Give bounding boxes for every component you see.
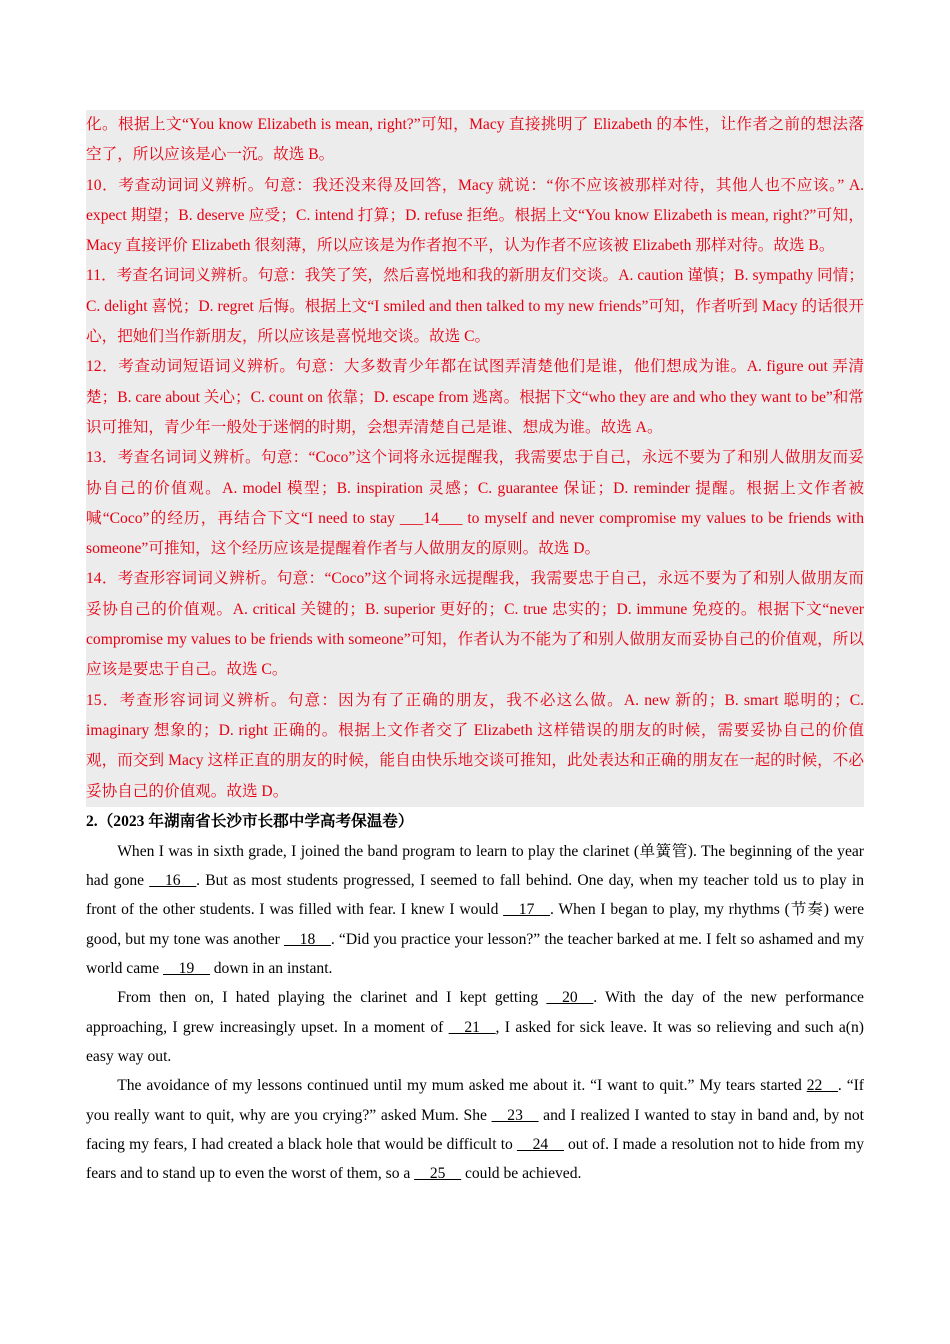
passage-paragraph	[86, 983, 864, 1071]
blank-16: __16__	[149, 872, 197, 890]
blank-19: __19__	[163, 960, 210, 978]
document-page	[86, 110, 864, 1188]
passage-text: out of. I made a resolution not to hide from my fears and to stand up to even the worst of them, so a	[86, 1135, 865, 1183]
passage-text: could be achieved.	[461, 1165, 582, 1183]
blank-22: 22__	[806, 1077, 838, 1095]
blank-24: __24__	[517, 1135, 564, 1153]
answer-paragraph: 14．考查形容词词义辨析。句意：“Coco”这个词将永远提醒我，我需要忠于自己，永远不要为了和别人做朋友而妥协自己的价值观。A. critical 关键的；B. superior 更好的；C. true 忠实的；D. immune 免疫的。根据下文“never compromise my values to be friends with someone”可知，作者认为不能为了和别人做朋友而妥协自己的价值观，所以应该是要忠于自己。故选 C。	[86, 570, 864, 679]
answer-paragraph: 化。根据上文“You know Elizabeth is mean, right?”可知，Macy 直接挑明了 Elizabeth 的本性，让作者之前的想法落空了，所以应该是心一沉。故选 B。	[86, 116, 864, 164]
section-heading: 2.（2023 年湖南省长沙市长郡中学高考保温卷）	[86, 812, 414, 830]
blank-17: __17__	[503, 901, 550, 919]
passage-text: . When I began to play, my rhythms (节奏) were good, but my tone was another	[86, 901, 864, 948]
passage-text: . But as most students progressed, I seemed to fall behind. One day, when my teacher told us to play in front of the other students. I was filled with fear. I knew I would	[86, 872, 864, 919]
passage-text: . “Did you practice your lesson?” the teacher barked at me. I felt so ashamed and my world came	[86, 930, 865, 978]
answer-paragraph: 11．考查名词词义辨析。句意：我笑了笑，然后喜悦地和我的新朋友们交谈。A. caution 谨慎；B. sympathy 同情；C. delight 喜悦；D. regret 后悔。根据上文“I smiled and then talked to my new friends”可知，作者听到 Macy 的话很开心，把她们当作新朋友，所以应该是喜悦地交谈。故选 C。	[86, 267, 864, 346]
passage-text: . “If you really want to quit, why are you crying?” asked Mum. She	[86, 1077, 864, 1124]
answer-paragraph: 15．考查形容词词义辨析。句意：因为有了正确的朋友，我不必这么做。A. new 新的；B. smart 聪明的；C. imaginary 想象的；D. right 正确的。根据上文作者交了 Elizabeth 这样错误的朋友的时候，需要妥协自己的价值观，而交到 Macy 这样正直的朋友的时候，能自由快乐地交谈可推知，此处表达和正确的朋友在一起的时候，不必妥协自己的价值观。故选 D。	[86, 691, 864, 800]
passage-text: and I realized I wanted to stay in band and, by not facing my fears, I had created a black hole that would be difficult to	[86, 1106, 864, 1153]
passage-text: , I asked for sick leave. It was so relieving and such a(n) easy way out.	[86, 1018, 864, 1065]
passage-text: . With the day of the new performance approaching, I grew increasingly upset. In a moment of	[86, 989, 864, 1036]
passage-text: When I was in sixth grade, I joined the band program to learn to play the clarinet (单簧管). The beginning of the year had gone	[86, 842, 864, 890]
blank-25: __25__	[414, 1165, 462, 1183]
blank-21: __21__	[448, 1018, 496, 1036]
answer-paragraph: 13．考查名词词义辨析。句意：“Coco”这个词将永远提醒我，我需要忠于自己，永远不要为了和别人做朋友而妥协自己的价值观。A. model 模型；B. inspiration 灵感；C. guarantee 保证；D. reminder 提醒。根据上文作者被喊“Coco”的经历，再结合下文“I need to stay ___14___ to myself and never compromise my values to be friends with someone”可推知，这个经历应该是提醒着作者与人做朋友的原则。故选 D。	[86, 449, 864, 558]
passage-text: The avoidance of my lessons continued until my mum asked me about it. “I want to quit.” My tears started	[117, 1077, 807, 1095]
blank-20: __20__	[546, 989, 594, 1007]
answer-paragraph: 12．考查动词短语词义辨析。句意：大多数青少年都在试图弄清楚他们是谁，他们想成为谁。A. figure out 弄清楚；B. care about 关心；C. count on 依靠；D. escape from 逃离。根据下文“who they are and who they want to be”和常识可推知，青少年一般处于迷惘的时期，会想弄清楚自己是谁、想成为谁。故选 A。	[86, 358, 864, 436]
passage-text: down in an instant.	[209, 960, 333, 978]
passage-paragraph	[86, 1071, 864, 1188]
answer-explanations	[86, 110, 864, 807]
blank-23: __23__	[491, 1106, 539, 1124]
passage-paragraph	[86, 837, 864, 983]
blank-18: __18__	[284, 930, 331, 948]
passage-text: From then on, I hated playing the clarinet and I kept getting	[117, 989, 547, 1007]
cloze-passage	[86, 837, 864, 1189]
answer-paragraph: 10．考查动词词义辨析。句意：我还没来得及回答，Macy 就说：“你不应该被那样对待，其他人也不应该。” A. expect 期望；B. deserve 应受；C. intend 打算；D. refuse 拒绝。根据上文“You know Elizabeth is mean, right?”可知，Macy 直接评价 Elizabeth 很刻薄，所以应该是为作者抱不平，认为作者不应该被 Elizabeth 那样对待。故选 B。	[86, 176, 864, 255]
